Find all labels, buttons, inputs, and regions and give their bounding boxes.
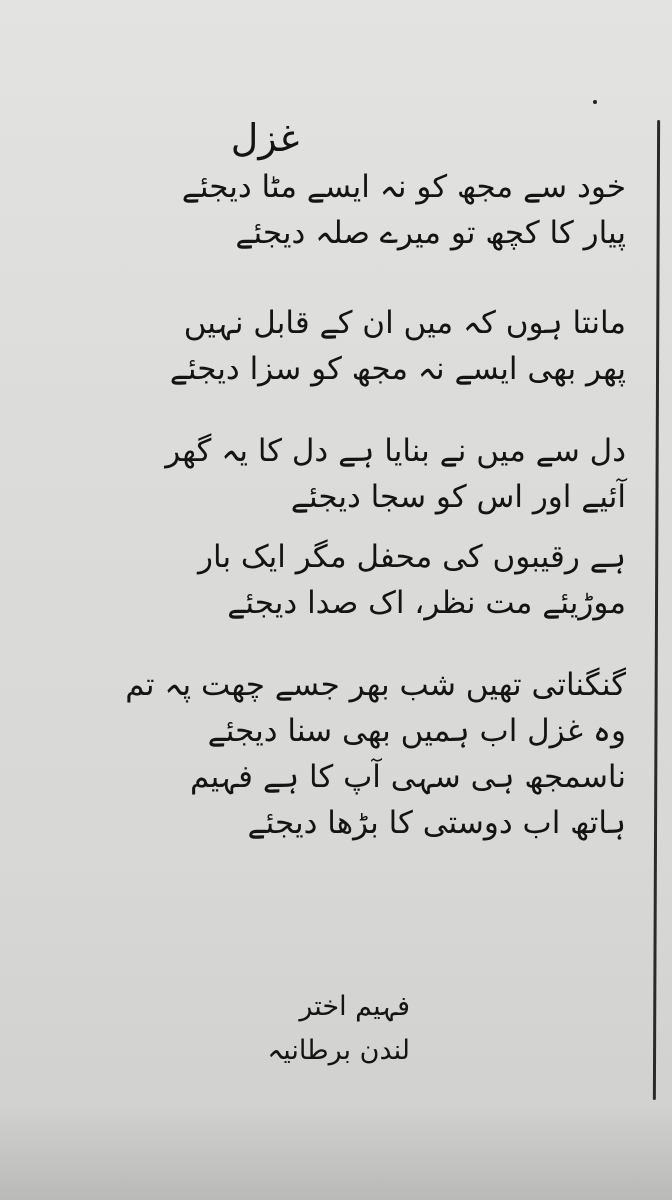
verse-line: ناسمجھ ہی سہی آپ کا ہے فہیم	[190, 759, 626, 795]
poem-title: غزل	[230, 116, 300, 160]
verse-line: ہاتھ اب دوستی کا بڑھا دیجئے	[247, 805, 626, 841]
verse-line: وہ غزل اب ہمیں بھی سنا دیجئے	[207, 713, 626, 749]
poet-location: لندن برطانیہ	[267, 1035, 410, 1066]
verse-line: ہے رقیبوں کی محفل مگر ایک بار	[198, 539, 626, 575]
verse-line: پیار کا کچھ تو میرے صلہ دیجئے	[235, 215, 626, 251]
stanza-2	[70, 300, 640, 392]
ink-speck	[593, 100, 597, 104]
margin-rule	[653, 120, 660, 1100]
signature-block	[170, 985, 410, 1073]
verse-line: خود سے مجھ کو نہ ایسے مٹا دیجئے	[181, 169, 626, 205]
stanza-5	[70, 662, 640, 846]
verse-line: مانتا ہوں کہ میں ان کے قابل نہیں	[183, 305, 626, 341]
verse-line: گنگناتی تھیں شب بھر جسے چھت پہ تم	[125, 667, 626, 703]
stanza-4	[70, 534, 640, 626]
stanza-1	[70, 164, 640, 256]
ghazal-text	[70, 108, 640, 846]
poet-name: فہیم اختر	[299, 991, 410, 1022]
verse-line: دل سے میں نے بنایا ہے دل کا یہ گھر	[165, 433, 626, 469]
verse-line: آئیے اور اس کو سجا دیجئے	[290, 479, 626, 515]
verse-line: پھر بھی ایسے نہ مجھ کو سزا دیجئے	[169, 351, 626, 387]
verse-line: موڑیئے مت نظر، اک صدا دیجئے	[227, 585, 626, 621]
stanza-3	[70, 428, 640, 520]
